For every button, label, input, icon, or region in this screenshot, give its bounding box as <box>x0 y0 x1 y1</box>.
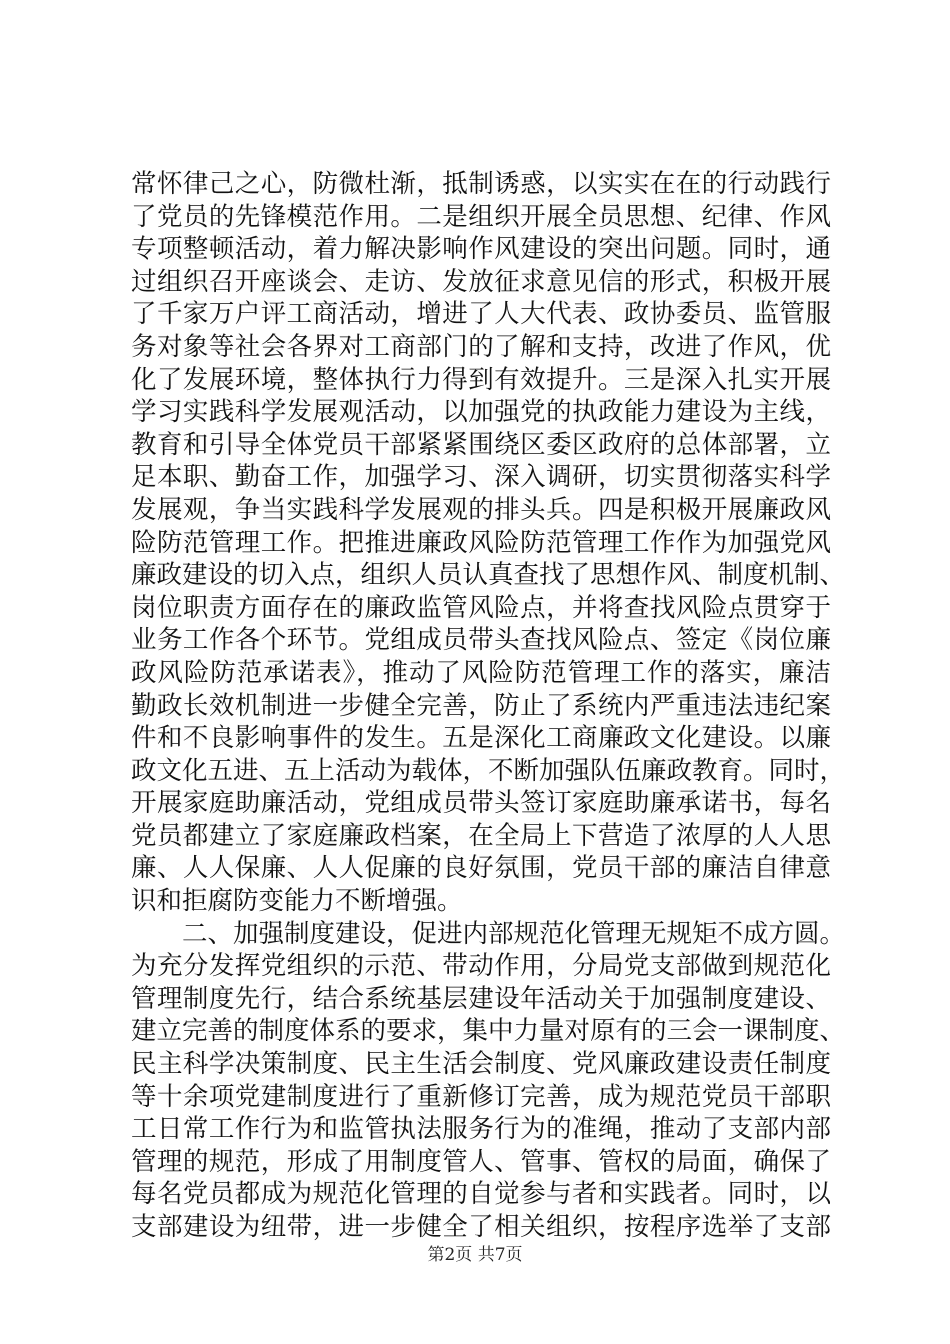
text-line: 管理制度先行，结合系统基层建设年活动关于加强制度建设、 <box>131 983 831 1014</box>
text-line: 支部建设为纽带，进一步健全了相关组织，按程序选举了支部 <box>131 1212 831 1242</box>
text-line: 每名党员都成为规范化管理的自觉参与者和实践者。同时，以 <box>131 1179 831 1210</box>
text-line: 过组织召开座谈会、走访、发放征求意见信的形式，积极开展 <box>131 266 831 297</box>
text-line: 政风险防范承诺表》，推动了风险防范管理工作的落实，廉洁 <box>131 657 831 688</box>
section-heading-line: 二、加强制度建设，促进内部规范化管理无规矩不成方圆。 <box>182 918 846 949</box>
text-line: 为充分发挥党组织的示范、带动作用，分局党支部做到规范化 <box>131 951 831 982</box>
document-body <box>131 168 846 1244</box>
text-line: 廉政建设的切入点，组织人员认真查找了思想作风、制度机制、 <box>131 560 846 591</box>
text-line: 了千家万户评工商活动，增进了人大代表、政协委员、监管服 <box>131 299 831 330</box>
text-line: 工日常工作行为和监管执法服务行为的准绳，推动了支部内部 <box>131 1114 831 1145</box>
text-line: 学习实践科学发展观活动，以加强党的执政能力建设为主线， <box>131 397 831 428</box>
text-line: 常怀律己之心，防微杜渐，抵制诱惑，以实实在在的行动践行 <box>131 169 831 199</box>
text-line: 勤政长效机制进一步健全完善，防止了系统内严重违法违纪案 <box>131 690 831 721</box>
text-line: 件和不良影响事件的发生。五是深化工商廉政文化建设。以廉 <box>131 723 831 754</box>
page-number-footer: 第2页 共7页 <box>427 1245 523 1265</box>
text-line: 民主科学决策制度、民主生活会制度、党风廉政建设责任制度 <box>131 1049 831 1080</box>
text-line: 廉、人人保廉、人人促廉的良好氛围，党员干部的廉洁自律意 <box>131 853 831 884</box>
text-line: 化了发展环境，整体执行力得到有效提升。三是深入扎实开展 <box>131 364 831 395</box>
text-line: 等十余项党建制度进行了重新修订完善，成为规范党员干部职 <box>131 1081 831 1112</box>
text-line: 足本职、勤奋工作，加强学习、深入调研，切实贯彻落实科学 <box>131 462 831 493</box>
text-line: 发展观，争当实践科学发展观的排头兵。四是积极开展廉政风 <box>131 494 831 525</box>
text-line: 专项整顿活动，着力解决影响作风建设的突出问题。同时，通 <box>131 234 831 265</box>
text-line: 建立完善的制度体系的要求，集中力量对原有的三会一课制度、 <box>131 1016 846 1047</box>
text-line: 险防范管理工作。把推进廉政风险防范管理工作作为加强党风 <box>131 527 831 558</box>
text-line: 岗位职责方面存在的廉政监管风险点，并将查找风险点贯穿于 <box>131 592 831 623</box>
text-line: 业务工作各个环节。党组成员带头查找风险点、签定《岗位廉 <box>131 625 831 656</box>
text-line: 教育和引导全体党员干部紧紧围绕区委区政府的总体部署，立 <box>131 429 831 460</box>
text-line: 管理的规范，形成了用制度管人、管事、管权的局面，确保了 <box>131 1146 831 1177</box>
text-line: 党员都建立了家庭廉政档案，在全局上下营造了浓厚的人人思 <box>131 820 831 851</box>
text-line: 了党员的先锋模范作用。二是组织开展全员思想、纪律、作风 <box>131 201 831 232</box>
text-line: 政文化五进、五上活动为载体，不断加强队伍廉政教育。同时， <box>131 755 846 786</box>
text-line: 务对象等社会各界对工商部门的了解和支持，改进了作风，优 <box>131 331 831 362</box>
paragraph-end-line: 识和拒腐防变能力不断增强。 <box>131 886 463 917</box>
text-line: 开展家庭助廉活动，党组成员带头签订家庭助廉承诺书，每名 <box>131 788 831 819</box>
